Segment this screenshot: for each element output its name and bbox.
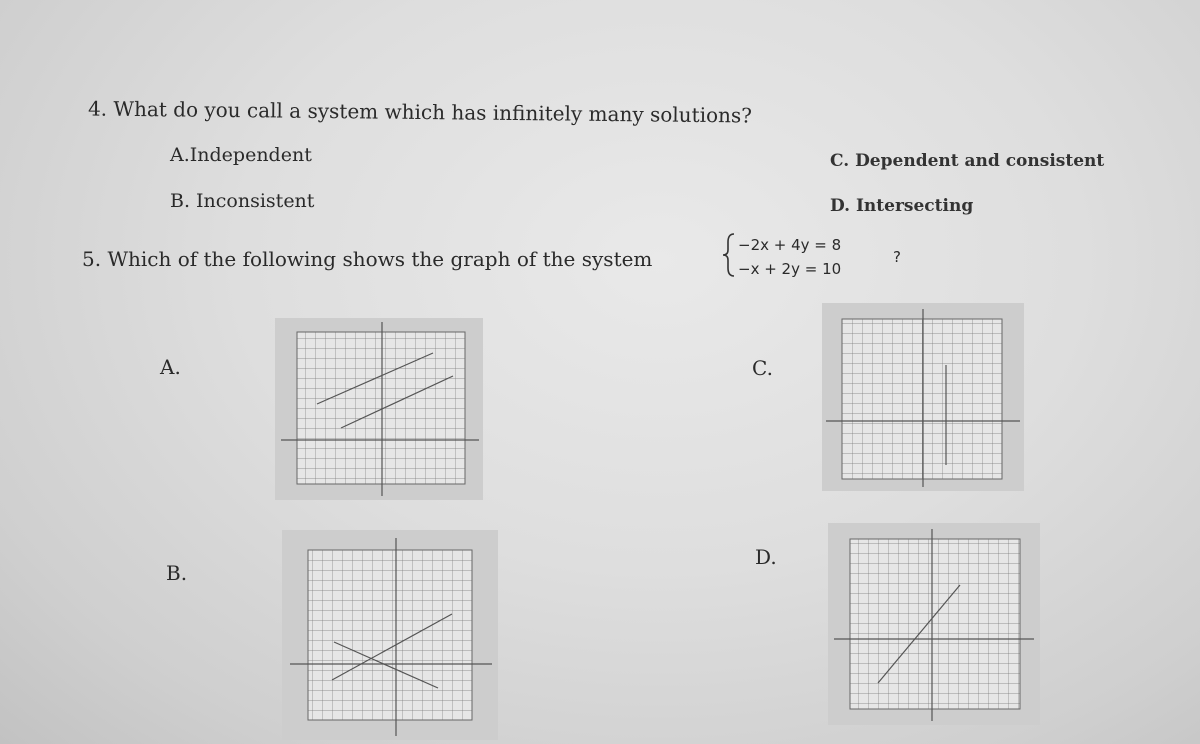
- q4-option-d[interactable]: D. Intersecting: [830, 196, 974, 216]
- graph-b-svg: [282, 530, 498, 740]
- system-equation-2: −x + 2y = 10: [738, 260, 842, 278]
- graph-c-svg: [822, 303, 1024, 491]
- graph-d[interactable]: [828, 523, 1040, 725]
- q4-option-a[interactable]: A.Independent: [170, 144, 312, 166]
- graph-a[interactable]: [275, 318, 483, 500]
- system-brace: [720, 230, 740, 280]
- question-4: 4. What do you call a system which has infinitely many solutions?: [87, 96, 753, 128]
- system-equation-1: −2x + 4y = 8: [738, 236, 842, 254]
- q4-option-c[interactable]: C. Dependent and consistent: [830, 151, 1105, 171]
- graph-b[interactable]: [282, 530, 498, 740]
- choice-label-d[interactable]: D.: [755, 545, 777, 569]
- question-5: 5. Which of the following shows the graph of the system: [82, 247, 653, 271]
- choice-label-a[interactable]: A.: [160, 355, 181, 379]
- question-mark: ?: [893, 248, 901, 266]
- choice-label-c[interactable]: C.: [752, 356, 773, 380]
- graph-a-svg: [275, 318, 483, 500]
- graph-d-svg: [828, 523, 1040, 725]
- graph-c[interactable]: [822, 303, 1024, 491]
- choice-label-b[interactable]: B.: [166, 561, 188, 585]
- q4-option-b[interactable]: B. Inconsistent: [170, 190, 315, 212]
